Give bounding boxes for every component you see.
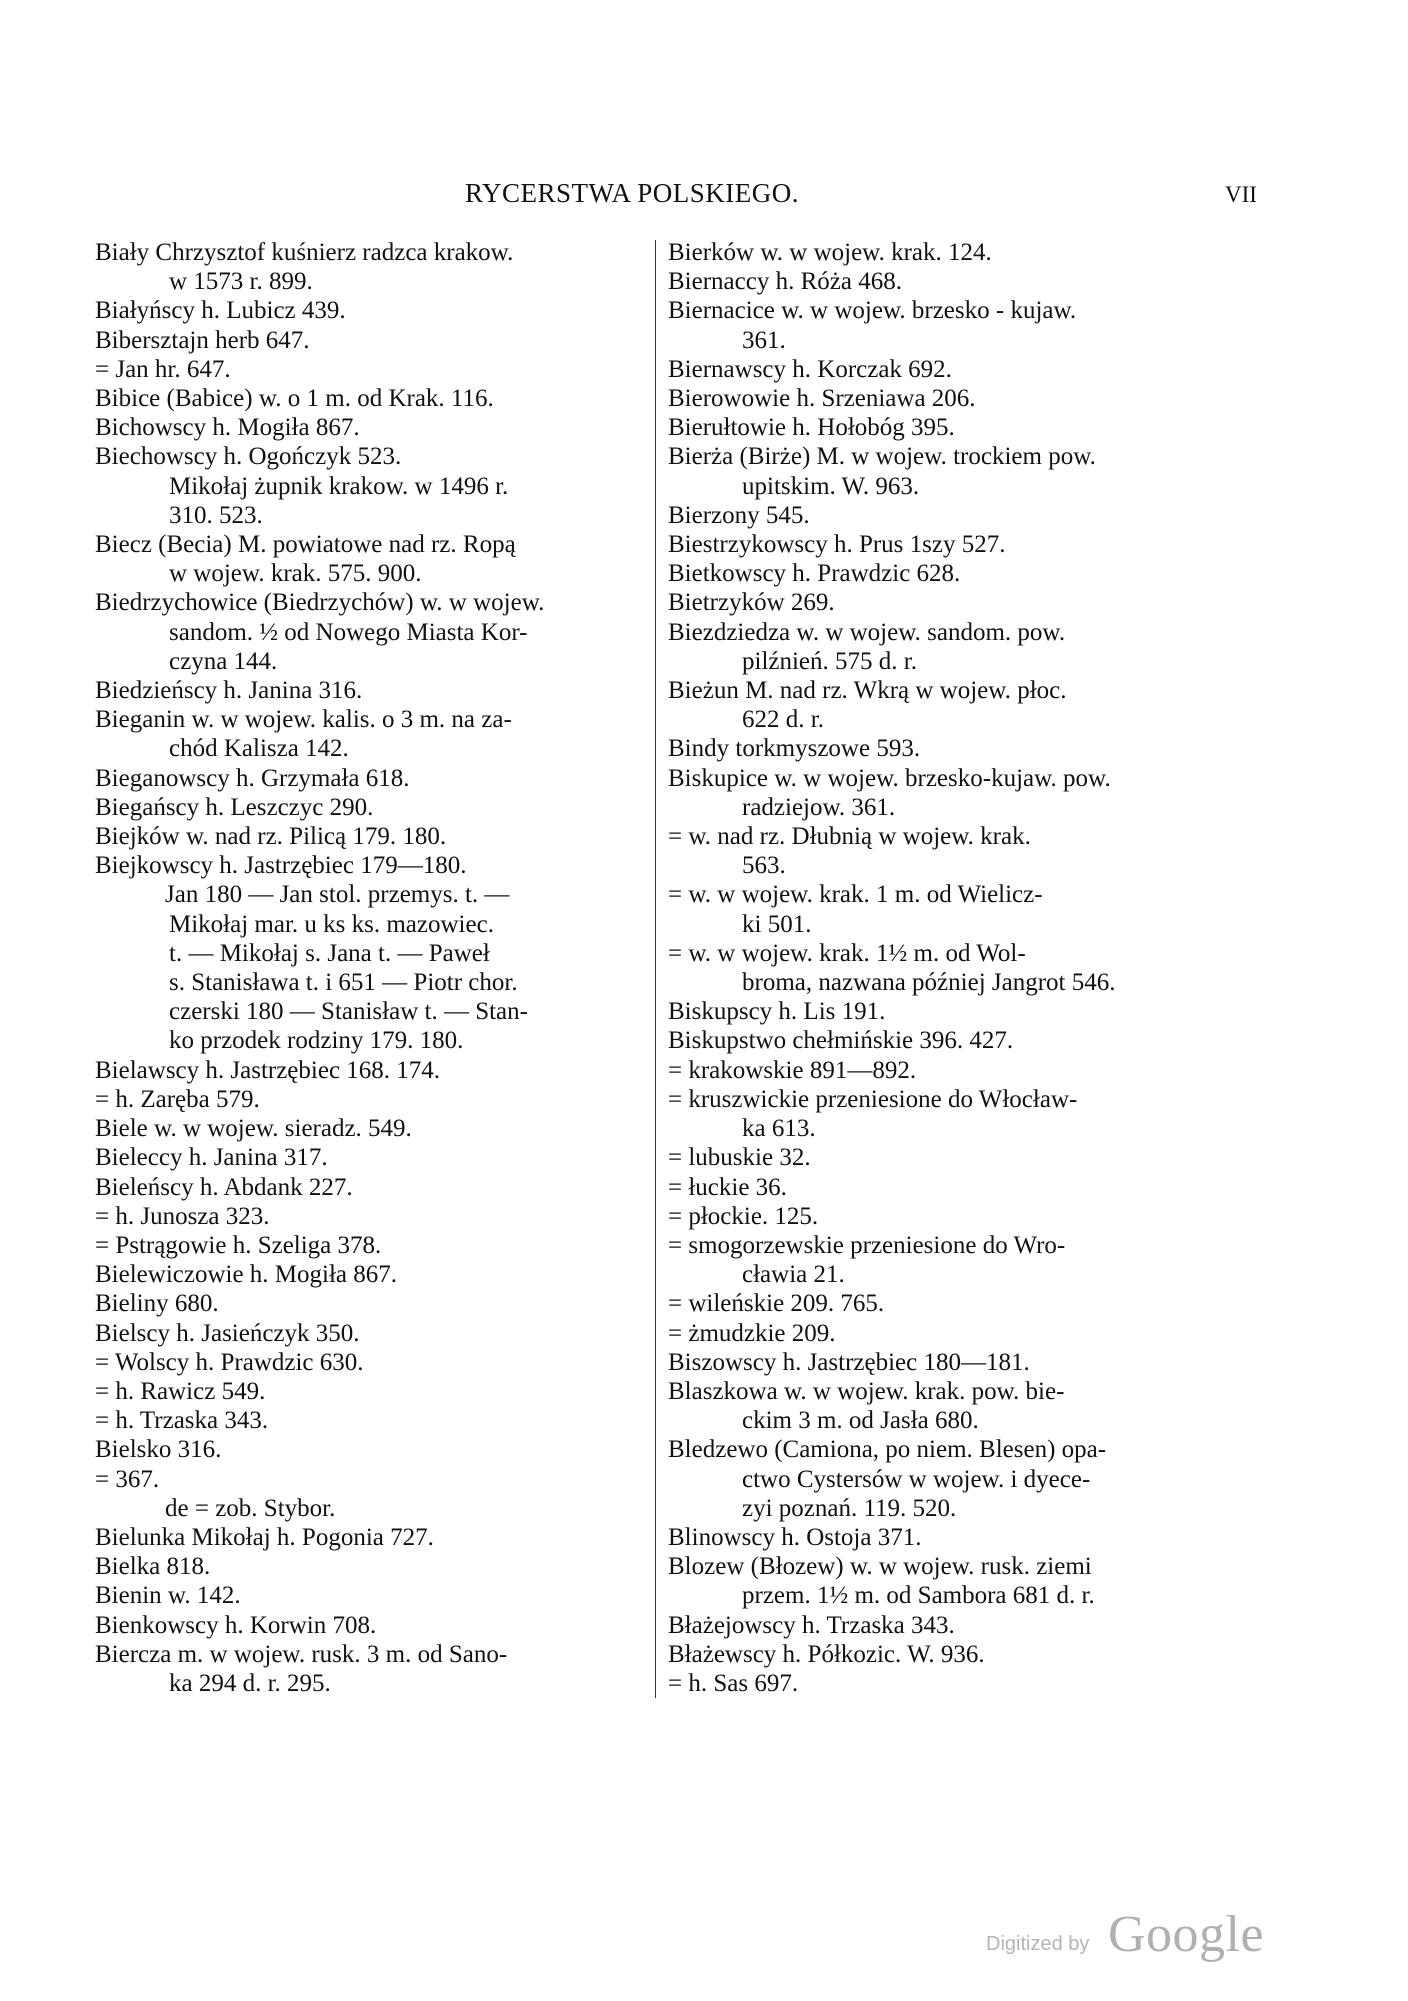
index-entry-line: Biercza m. w wojew. rusk. 3 m. od Sano-	[95, 1640, 508, 1668]
index-entry-line: Bielka 818.	[95, 1553, 211, 1581]
index-entry-line: Biedzieńscy h. Janina 316.	[95, 677, 363, 705]
page-number: VII	[1225, 182, 1257, 207]
column-divider	[655, 240, 656, 1698]
index-entry-line: Biskupstwo chełmińskie 396. 427.	[668, 1027, 1014, 1055]
index-entry-line: Bledzewo (Camiona, po niem. Blesen) opa-	[668, 1436, 1107, 1464]
index-entry-line: = h. Junosza 323.	[95, 1202, 270, 1230]
index-entry-line: Bielawscy h. Jastrzębiec 168. 174.	[95, 1056, 441, 1084]
right-column	[668, 238, 1223, 1698]
index-entry-line: Bietrzyków 269.	[668, 589, 835, 617]
index-entry-line: Biernaccy h. Róża 468.	[668, 268, 902, 296]
index-entry-line: Blinowscy h. Ostoja 371.	[668, 1523, 922, 1551]
index-entry-line: Biezdziedza w. w wojew. sandom. pow.	[668, 618, 1066, 646]
index-entry-line: 361.	[742, 326, 786, 354]
index-entry-line: = żmudzkie 209.	[668, 1319, 836, 1347]
index-entry-line: Bielunka Mikołaj h. Pogonia 727.	[95, 1523, 434, 1551]
index-entry-line: = płockie. 125.	[668, 1202, 819, 1230]
left-column	[95, 238, 643, 1698]
index-entry-line: Biechowscy h. Ogończyk 523.	[95, 443, 402, 471]
index-entry-line: czyna 144.	[169, 647, 278, 675]
index-entry-line: Bieżun M. nad rz. Wkrą w wojew. płoc.	[668, 677, 1067, 705]
index-entry-line: Bibice (Babice) w. o 1 m. od Krak. 116.	[95, 385, 494, 413]
index-entry-line: Białyńscy h. Lubicz 439.	[95, 297, 346, 325]
index-entry-line: ctwo Cystersów w wojew. i dyece-	[742, 1465, 1091, 1493]
index-entry-line: = h. Trzaska 343.	[95, 1407, 269, 1435]
index-entry-line: Bierża (Birże) M. w wojew. trockiem pow.	[668, 443, 1096, 471]
index-entry-line: upitskim. W. 963.	[742, 472, 920, 500]
index-entry-line: Biecz (Becia) M. powiatowe nad rz. Ropą	[95, 531, 516, 559]
index-entry-line: Bielscy h. Jasieńczyk 350.	[95, 1319, 360, 1347]
index-entry-line: = łuckie 36.	[668, 1173, 787, 1201]
index-entry-line: Biały Chrzysztof kuśnierz radzca krakow.	[95, 239, 514, 266]
index-entry-line: Blozew (Błozew) w. w wojew. rusk. ziemi	[668, 1553, 1092, 1581]
index-entry-line: ki 501.	[742, 910, 812, 938]
index-entry-line: Bierułtowie h. Hołobóg 395.	[668, 414, 955, 442]
index-entry-line: Bienkowscy h. Korwin 708.	[95, 1611, 377, 1639]
index-entry-line: Biskupscy h. Lis 191.	[668, 998, 886, 1026]
page-header	[0, 178, 1408, 218]
index-entry-line: Biele w. w wojew. sieradz. 549.	[95, 1115, 412, 1143]
index-entry-line: t. — Mikołaj s. Jana t. — Paweł	[169, 939, 490, 967]
index-entry-line: 310. 523.	[169, 501, 263, 529]
index-entry-line: Biejkowscy h. Jastrzębiec 179—180.	[95, 852, 467, 880]
index-entry-line: Biernacice w. w wojew. brzesko - kujaw.	[668, 297, 1077, 325]
index-entry-line: w 1573 r. 899.	[169, 268, 313, 296]
index-entry-line: = w. w wojew. krak. 1½ m. od Wol-	[668, 939, 1026, 967]
index-entry-line: = h. Zaręba 579.	[95, 1085, 260, 1113]
index-entry-line: Biegańscy h. Leszczyc 290.	[95, 793, 374, 821]
index-entry-line: ka 294 d. r. 295.	[169, 1669, 331, 1697]
index-entry-line: Biejków w. nad rz. Pilicą 179. 180.	[95, 823, 447, 851]
index-entry-line: ko przodek rodziny 179. 180.	[169, 1027, 464, 1055]
running-title: RYCERSTWA POLSKIEGO.	[465, 178, 800, 208]
index-entry-line: = 367.	[95, 1465, 160, 1493]
index-entry-line: Bieganowscy h. Grzymała 618.	[95, 764, 410, 792]
index-entry-line: Bielewiczowie h. Mogiła 867.	[95, 1261, 398, 1289]
index-entry-line: = h. Rawicz 549.	[95, 1377, 266, 1405]
index-entry-line: Bieganin w. w wojew. kalis. o 3 m. na za-	[95, 706, 512, 734]
index-entry-line: = Wolscy h. Prawdzic 630.	[95, 1348, 364, 1376]
index-entry-line: = smogorzewskie przeniesione do Wro-	[668, 1231, 1066, 1259]
index-entry-line: Blaszkowa w. w wojew. krak. pow. bie-	[668, 1377, 1065, 1405]
index-entry-line: = kruszwickie przeniesione do Włocław-	[668, 1085, 1078, 1113]
index-entry-line: = Jan hr. 647.	[95, 355, 231, 383]
index-entry-line: = krakowskie 891—892.	[668, 1056, 917, 1084]
index-entry-line: Jan 180 — Jan stol. przemys. t. —	[165, 881, 510, 909]
index-entry-line: Mikołaj mar. u ks ks. mazowiec.	[169, 910, 494, 938]
index-entry-line: 622 d. r.	[742, 706, 824, 734]
index-entry-line: = Pstrągowie h. Szeliga 378.	[95, 1231, 382, 1259]
index-entry-line: = w. w wojew. krak. 1 m. od Wielicz-	[668, 881, 1043, 909]
index-entry-line: Mikołaj żupnik krakow. w 1496 r.	[169, 472, 509, 500]
index-entry-line: ckim 3 m. od Jasła 680.	[742, 1407, 979, 1435]
index-entry-line: Bielsko 316.	[95, 1436, 222, 1464]
index-entry-line: pilźnień. 575 d. r.	[742, 647, 917, 675]
index-entry-line: = w. nad rz. Dłubnią w wojew. krak.	[668, 823, 1031, 851]
index-entry-line: sandom. ½ od Nowego Miasta Kor-	[169, 618, 528, 646]
index-entry-line: Bienin w. 142.	[95, 1582, 241, 1610]
index-entry-line: s. Stanisława t. i 651 — Piotr chor.	[169, 969, 518, 997]
google-watermark: Google	[1108, 1906, 1265, 1963]
index-entry-line: Bibersztajn herb 647.	[95, 326, 310, 354]
index-entry-line: Bierowowie h. Srzeniawa 206.	[668, 385, 976, 413]
index-entry-line: Bieliny 680.	[95, 1290, 219, 1318]
index-entry-line: cławia 21.	[742, 1261, 845, 1289]
index-entry-line: Bierków w. w wojew. krak. 124.	[668, 239, 992, 266]
index-entry-line: chód Kalisza 142.	[169, 735, 349, 763]
index-entry-line: Bierzony 545.	[668, 501, 810, 529]
index-entry-line: czerski 180 — Stanisław t. — Stan-	[169, 998, 528, 1026]
index-entry-line: Bietkowscy h. Prawdzic 628.	[668, 560, 961, 588]
index-entry-line: broma, nazwana później Jangrot 546.	[742, 969, 1116, 997]
index-entry-line: = h. Sas 697.	[668, 1669, 799, 1697]
index-entry-line: ka 613.	[742, 1115, 816, 1143]
index-entry-line: Błażewscy h. Półkozic. W. 936.	[668, 1640, 985, 1668]
index-entry-line: Bieleccy h. Janina 317.	[95, 1144, 328, 1172]
index-entry-line: de = zob. Stybor.	[165, 1494, 336, 1522]
index-entry-line: Biedrzychowice (Biedrzychów) w. w wojew.	[95, 589, 545, 617]
index-entry-line: = wileńskie 209. 765.	[668, 1290, 885, 1318]
index-entry-line: Biszowscy h. Jastrzębiec 180—181.	[668, 1348, 1030, 1376]
index-entry-line: Bieleńscy h. Abdank 227.	[95, 1173, 353, 1201]
index-entry-line: Biernawscy h. Korczak 692.	[668, 355, 952, 383]
index-entry-line: = lubuskie 32.	[668, 1144, 811, 1172]
index-entry-line: 563.	[742, 852, 786, 880]
index-entry-line: Bichowscy h. Mogiła 867.	[95, 414, 360, 442]
index-entry-line: radziejow. 361.	[742, 793, 896, 821]
index-entry-line: Bindy torkmyszowe 593.	[668, 735, 921, 763]
index-entry-line: zyi poznań. 119. 520.	[742, 1494, 957, 1522]
index-entry-line: Biskupice w. w wojew. brzesko-kujaw. pow.	[668, 764, 1111, 792]
index-entry-line: Błażejowscy h. Trzaska 343.	[668, 1611, 955, 1639]
index-entry-line: przem. 1½ m. od Sambora 681 d. r.	[742, 1582, 1095, 1610]
index-entry-line: w wojew. krak. 575. 900.	[169, 560, 422, 588]
digitized-by-label: Digitized by	[986, 1933, 1090, 1955]
index-entry-line: Biestrzykowscy h. Prus 1szy 527.	[668, 531, 1006, 559]
